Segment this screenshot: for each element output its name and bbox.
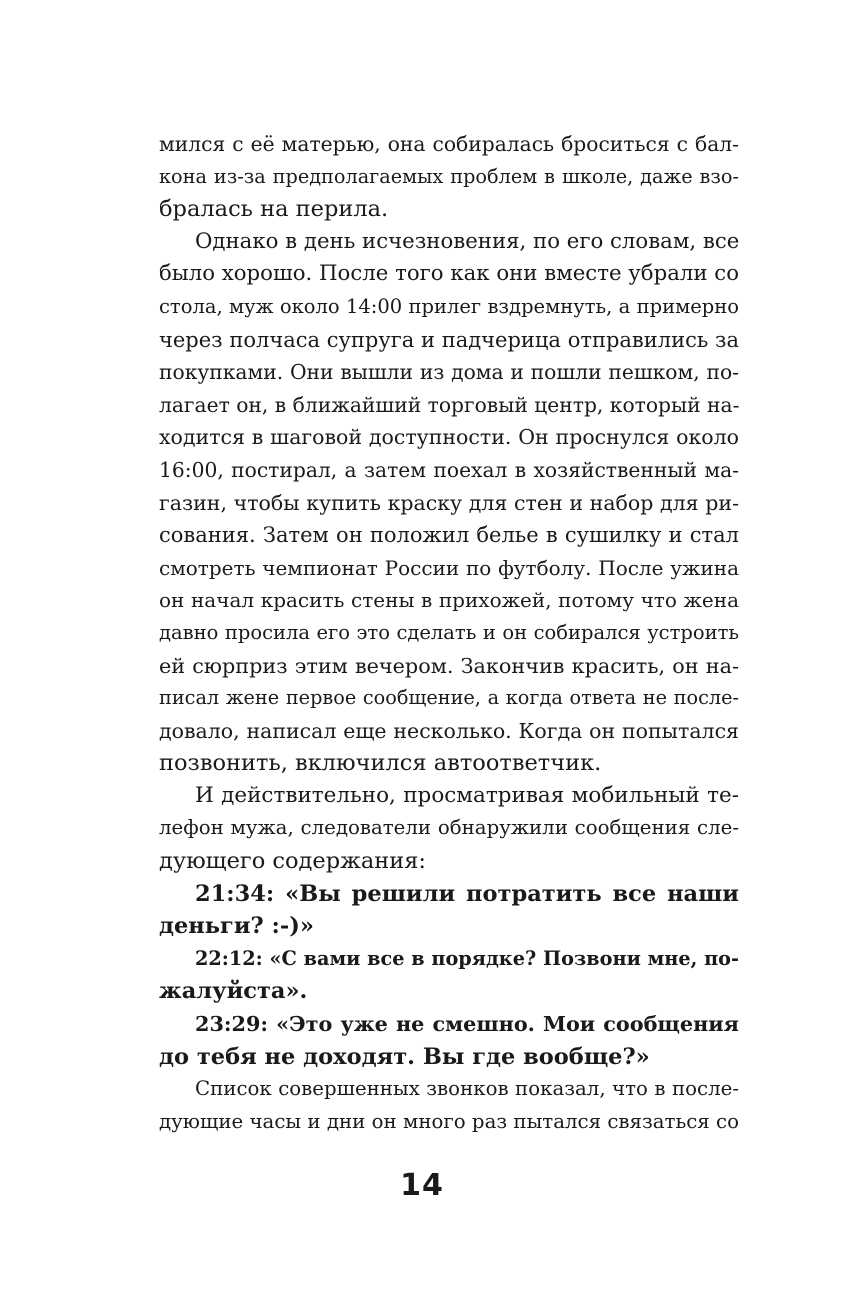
text-line: деньги? :-)» [159, 913, 314, 940]
text-line: позвонить, включился автоответчик. [159, 750, 602, 777]
paragraph [159, 780, 739, 878]
text-line: жалуйста». [159, 978, 308, 1005]
text-line: смотреть чемпионат России по футболу. После ужина [159, 555, 739, 580]
text-line: было хорошо. После того как они вместе убрали со [159, 261, 739, 287]
paragraph [159, 226, 739, 780]
message-paragraph [159, 878, 739, 943]
text-line: стола, муж около 14:00 прилег вздремнуть, а примерно [159, 294, 739, 318]
text-line: через полчаса супруга и падчерица отправились за [159, 327, 739, 352]
text-line: дующего содержания: [159, 848, 427, 875]
text-line: И действительно, просматривая мобильный те- [195, 782, 739, 808]
text-line: ей сюрприз этим вечером. Закончив красить, он на- [159, 653, 739, 678]
text-line: 16:00, постирал, а затем поехал в хозяйственный ма- [159, 457, 739, 482]
text-line: давно просила его это сделать и он собирался устроить [159, 620, 739, 644]
text-line: до тебя не доходят. Вы где вообще?» [159, 1043, 650, 1070]
text-line: писал жене первое сообщение, а когда ответа не после- [159, 686, 739, 710]
text-line: 23:29: «Это уже не смешно. Мои сообщения [195, 1012, 739, 1037]
text-line: покупками. Они вышли из дома и пошли пешком, по- [159, 360, 739, 385]
text-line: бралась на перила. [159, 196, 389, 223]
text-line: лефон мужа, следователи обнаружили сообщения сле- [159, 816, 739, 840]
page-number: 14 [400, 1168, 444, 1203]
text-line: лагает он, в ближайший торговый центр, который на- [159, 392, 740, 417]
paragraph [159, 128, 739, 226]
text-line: 22:12: «С вами все в порядке? Позвони мне, по- [195, 946, 739, 970]
text-line: газин, чтобы купить краску для стен и набор для ри- [159, 490, 739, 515]
paragraph [159, 1073, 739, 1138]
text-line: мился с её матерью, она собиралась броситься с бал- [159, 132, 739, 156]
text-line: Однако в день исчезновения, по его словам, все [195, 228, 740, 254]
text-line: дующие часы и дни он много раз пытался связаться со [159, 1109, 739, 1133]
message-paragraph [159, 943, 739, 1008]
text-line: ходится в шаговой доступности. Он проснулся около [159, 425, 739, 450]
message-paragraph [159, 1008, 739, 1073]
body-text [159, 128, 739, 1138]
text-line: Список совершенных звонков показал, что в после- [195, 1077, 739, 1101]
text-line: довало, написал еще несколько. Когда он попытался [159, 718, 739, 743]
text-line: он начал красить стены в прихожей, потому что жена [159, 588, 739, 613]
text-line: сования. Затем он положил белье в сушилку и стал [159, 523, 739, 548]
text-line: кона из-за предполагаемых проблем в школе, даже взо- [159, 164, 739, 188]
text-line: 21:34: «Вы решили потратить все наши [195, 880, 739, 907]
